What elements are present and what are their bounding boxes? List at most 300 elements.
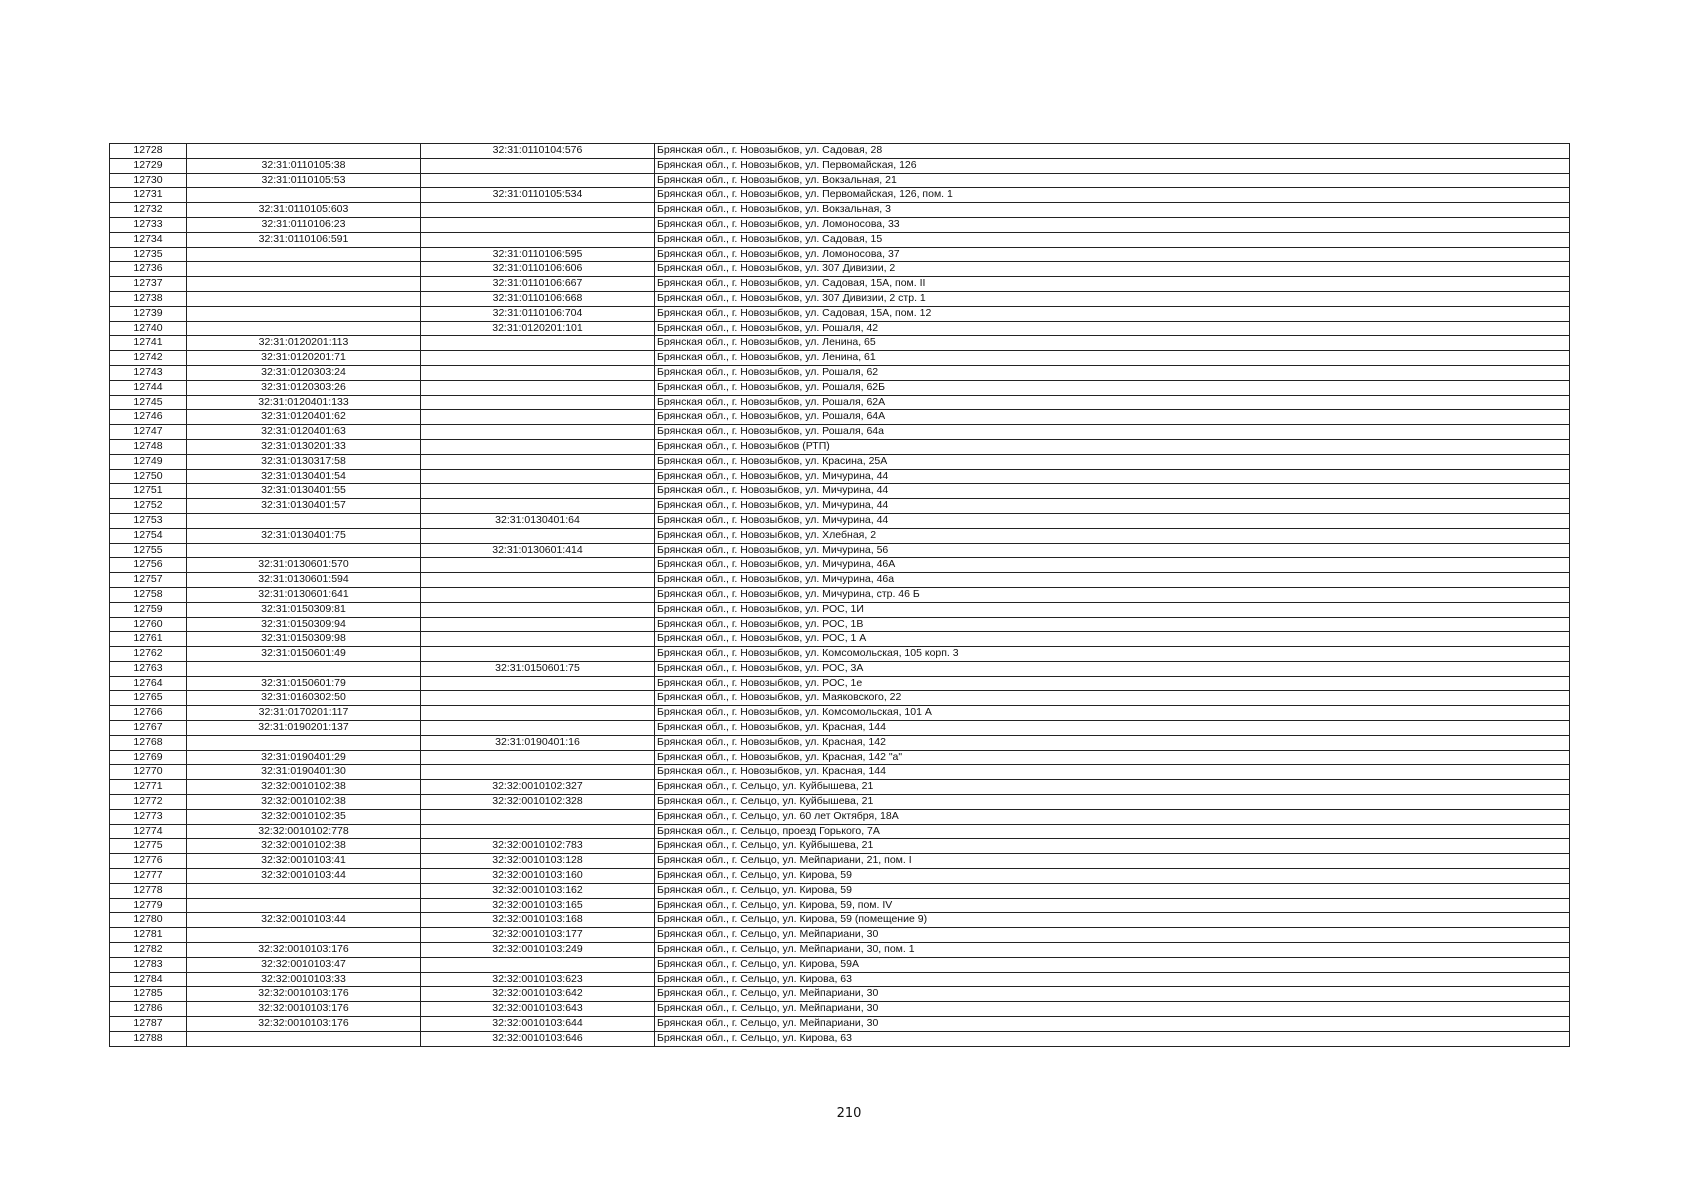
building-cadastral-cell	[421, 484, 655, 499]
row-number-cell: 12781	[110, 928, 187, 943]
table-row	[110, 1002, 1570, 1017]
row-number-cell: 12788	[110, 1031, 187, 1046]
table-row	[110, 632, 1570, 647]
land-plot-cadastral-cell	[187, 262, 421, 277]
land-plot-cadastral-cell	[187, 735, 421, 750]
row-number-cell: 12774	[110, 824, 187, 839]
building-cadastral-cell: 32:32:0010103:168	[421, 913, 655, 928]
cadastral-table	[109, 143, 1570, 1047]
table-row	[110, 587, 1570, 602]
table-row	[110, 824, 1570, 839]
address-cell: Брянская обл., г. Сельцо, ул. Кирова, 59, пом. IV	[655, 898, 1570, 913]
row-number-cell: 12758	[110, 587, 187, 602]
table-row	[110, 780, 1570, 795]
building-cadastral-cell	[421, 602, 655, 617]
building-cadastral-cell	[421, 454, 655, 469]
table-row	[110, 706, 1570, 721]
building-cadastral-cell	[421, 558, 655, 573]
table-row	[110, 291, 1570, 306]
table-row	[110, 661, 1570, 676]
address-cell: Брянская обл., г. Новозыбков, ул. РОС, 1 А	[655, 632, 1570, 647]
building-cadastral-cell: 32:31:0150601:75	[421, 661, 655, 676]
row-number-cell: 12728	[110, 144, 187, 159]
address-cell: Брянская обл., г. Новозыбков, ул. Садовая, 28	[655, 144, 1570, 159]
building-cadastral-cell	[421, 380, 655, 395]
row-number-cell: 12754	[110, 528, 187, 543]
table-row	[110, 676, 1570, 691]
row-number-cell: 12755	[110, 543, 187, 558]
address-cell: Брянская обл., г. Новозыбков, ул. РОС, 1И	[655, 602, 1570, 617]
land-plot-cadastral-cell: 32:31:0120401:63	[187, 425, 421, 440]
table-row	[110, 188, 1570, 203]
land-plot-cadastral-cell: 32:31:0130401:54	[187, 469, 421, 484]
table-row	[110, 173, 1570, 188]
row-number-cell: 12737	[110, 277, 187, 292]
land-plot-cadastral-cell	[187, 247, 421, 262]
land-plot-cadastral-cell: 32:32:0010102:38	[187, 795, 421, 810]
building-cadastral-cell	[421, 676, 655, 691]
building-cadastral-cell: 32:31:0130601:414	[421, 543, 655, 558]
address-cell: Брянская обл., г. Сельцо, ул. Кирова, 63	[655, 1031, 1570, 1046]
land-plot-cadastral-cell: 32:31:0130601:594	[187, 573, 421, 588]
address-cell: Брянская обл., г. Новозыбков, ул. Красная, 144	[655, 721, 1570, 736]
land-plot-cadastral-cell: 32:32:0010103:47	[187, 957, 421, 972]
building-cadastral-cell	[421, 336, 655, 351]
land-plot-cadastral-cell: 32:31:0150309:98	[187, 632, 421, 647]
land-plot-cadastral-cell: 32:32:0010102:35	[187, 809, 421, 824]
table-row	[110, 839, 1570, 854]
building-cadastral-cell	[421, 632, 655, 647]
land-plot-cadastral-cell: 32:31:0190201:137	[187, 721, 421, 736]
land-plot-cadastral-cell: 32:31:0130601:641	[187, 587, 421, 602]
building-cadastral-cell: 32:32:0010103:642	[421, 987, 655, 1002]
land-plot-cadastral-cell: 32:32:0010103:33	[187, 972, 421, 987]
building-cadastral-cell	[421, 706, 655, 721]
table-row	[110, 957, 1570, 972]
building-cadastral-cell	[421, 365, 655, 380]
address-cell: Брянская обл., г. Новозыбков, ул. Красная, 144	[655, 765, 1570, 780]
land-plot-cadastral-cell	[187, 306, 421, 321]
row-number-cell: 12779	[110, 898, 187, 913]
address-cell: Брянская обл., г. Новозыбков, ул. Красина, 25А	[655, 454, 1570, 469]
building-cadastral-cell	[421, 232, 655, 247]
building-cadastral-cell	[421, 750, 655, 765]
row-number-cell: 12759	[110, 602, 187, 617]
building-cadastral-cell: 32:31:0190401:16	[421, 735, 655, 750]
address-cell: Брянская обл., г. Новозыбков, ул. Ломоносова, 37	[655, 247, 1570, 262]
land-plot-cadastral-cell: 32:31:0190401:30	[187, 765, 421, 780]
table-row	[110, 928, 1570, 943]
land-plot-cadastral-cell	[187, 1031, 421, 1046]
building-cadastral-cell	[421, 691, 655, 706]
land-plot-cadastral-cell: 32:32:0010103:44	[187, 869, 421, 884]
address-cell: Брянская обл., г. Сельцо, ул. Куйбышева, 21	[655, 780, 1570, 795]
address-cell: Брянская обл., г. Новозыбков, ул. Вокзальная, 21	[655, 173, 1570, 188]
table-row	[110, 365, 1570, 380]
land-plot-cadastral-cell: 32:31:0150601:79	[187, 676, 421, 691]
table-row	[110, 898, 1570, 913]
row-number-cell: 12778	[110, 883, 187, 898]
land-plot-cadastral-cell: 32:32:0010103:44	[187, 913, 421, 928]
table-row	[110, 247, 1570, 262]
land-plot-cadastral-cell: 32:31:0130401:55	[187, 484, 421, 499]
address-cell: Брянская обл., г. Новозыбков, ул. Ленина, 61	[655, 351, 1570, 366]
table-row	[110, 469, 1570, 484]
building-cadastral-cell	[421, 410, 655, 425]
address-cell: Брянская обл., г. Сельцо, ул. Куйбышева, 21	[655, 795, 1570, 810]
row-number-cell: 12773	[110, 809, 187, 824]
address-cell: Брянская обл., г. Сельцо, ул. Мейпариани, 30, пом. 1	[655, 943, 1570, 958]
address-cell: Брянская обл., г. Новозыбков, ул. 307 Дивизии, 2	[655, 262, 1570, 277]
cadastral-table-body	[110, 144, 1570, 1047]
building-cadastral-cell	[421, 587, 655, 602]
table-row	[110, 869, 1570, 884]
address-cell: Брянская обл., г. Новозыбков, ул. Мичурина, 46а	[655, 573, 1570, 588]
row-number-cell: 12733	[110, 217, 187, 232]
land-plot-cadastral-cell: 32:31:0110106:23	[187, 217, 421, 232]
address-cell: Брянская обл., г. Сельцо, ул. Кирова, 59	[655, 869, 1570, 884]
table-row	[110, 691, 1570, 706]
building-cadastral-cell	[421, 469, 655, 484]
building-cadastral-cell: 32:31:0110106:704	[421, 306, 655, 321]
land-plot-cadastral-cell	[187, 928, 421, 943]
land-plot-cadastral-cell: 32:31:0130201:33	[187, 439, 421, 454]
land-plot-cadastral-cell: 32:31:0130401:57	[187, 499, 421, 514]
table-row	[110, 380, 1570, 395]
land-plot-cadastral-cell	[187, 513, 421, 528]
address-cell: Брянская обл., г. Сельцо, ул. Кирова, 63	[655, 972, 1570, 987]
row-number-cell: 12784	[110, 972, 187, 987]
address-cell: Брянская обл., г. Новозыбков, ул. РОС, 1В	[655, 617, 1570, 632]
building-cadastral-cell	[421, 499, 655, 514]
table-row	[110, 558, 1570, 573]
table-row	[110, 277, 1570, 292]
table-row	[110, 972, 1570, 987]
table-row	[110, 943, 1570, 958]
row-number-cell: 12736	[110, 262, 187, 277]
building-cadastral-cell	[421, 528, 655, 543]
row-number-cell: 12730	[110, 173, 187, 188]
address-cell: Брянская обл., г. Сельцо, ул. Мейпариани, 30	[655, 1017, 1570, 1032]
table-row	[110, 158, 1570, 173]
row-number-cell: 12777	[110, 869, 187, 884]
row-number-cell: 12748	[110, 439, 187, 454]
address-cell: Брянская обл., г. Новозыбков, ул. Мичурина, стр. 46 Б	[655, 587, 1570, 602]
building-cadastral-cell: 32:32:0010103:249	[421, 943, 655, 958]
land-plot-cadastral-cell: 32:32:0010103:176	[187, 1017, 421, 1032]
table-row	[110, 410, 1570, 425]
table-row	[110, 795, 1570, 810]
table-row	[110, 499, 1570, 514]
row-number-cell: 12738	[110, 291, 187, 306]
row-number-cell: 12746	[110, 410, 187, 425]
table-row	[110, 883, 1570, 898]
building-cadastral-cell	[421, 824, 655, 839]
land-plot-cadastral-cell: 32:32:0010102:778	[187, 824, 421, 839]
land-plot-cadastral-cell: 32:31:0130601:570	[187, 558, 421, 573]
row-number-cell: 12768	[110, 735, 187, 750]
building-cadastral-cell: 32:31:0110105:534	[421, 188, 655, 203]
address-cell: Брянская обл., г. Новозыбков, ул. Мичурина, 44	[655, 469, 1570, 484]
address-cell: Брянская обл., г. Новозыбков, ул. Садовая, 15А, пом. II	[655, 277, 1570, 292]
row-number-cell: 12762	[110, 647, 187, 662]
land-plot-cadastral-cell	[187, 277, 421, 292]
row-number-cell: 12740	[110, 321, 187, 336]
land-plot-cadastral-cell	[187, 543, 421, 558]
address-cell: Брянская обл., г. Новозыбков, ул. Рошаля, 62Б	[655, 380, 1570, 395]
address-cell: Брянская обл., г. Новозыбков, ул. Вокзальная, 3	[655, 203, 1570, 218]
table-row	[110, 203, 1570, 218]
address-cell: Брянская обл., г. Новозыбков, ул. Первомайская, 126, пом. 1	[655, 188, 1570, 203]
building-cadastral-cell: 32:31:0110106:606	[421, 262, 655, 277]
building-cadastral-cell	[421, 439, 655, 454]
building-cadastral-cell: 32:32:0010102:328	[421, 795, 655, 810]
building-cadastral-cell	[421, 351, 655, 366]
table-row	[110, 144, 1570, 159]
land-plot-cadastral-cell: 32:32:0010102:38	[187, 839, 421, 854]
land-plot-cadastral-cell: 32:31:0120303:26	[187, 380, 421, 395]
address-cell: Брянская обл., г. Новозыбков, ул. Комсомольская, 101 А	[655, 706, 1570, 721]
row-number-cell: 12742	[110, 351, 187, 366]
table-row	[110, 306, 1570, 321]
address-cell: Брянская обл., г. Новозыбков (РТП)	[655, 439, 1570, 454]
row-number-cell: 12741	[110, 336, 187, 351]
row-number-cell: 12764	[110, 676, 187, 691]
address-cell: Брянская обл., г. Сельцо, ул. 60 лет Октября, 18А	[655, 809, 1570, 824]
land-plot-cadastral-cell: 32:31:0110105:53	[187, 173, 421, 188]
table-row	[110, 513, 1570, 528]
building-cadastral-cell: 32:32:0010103:128	[421, 854, 655, 869]
address-cell: Брянская обл., г. Новозыбков, ул. Первомайская, 126	[655, 158, 1570, 173]
land-plot-cadastral-cell: 32:31:0120201:71	[187, 351, 421, 366]
address-cell: Брянская обл., г. Новозыбков, ул. Садовая, 15А, пом. 12	[655, 306, 1570, 321]
row-number-cell: 12743	[110, 365, 187, 380]
land-plot-cadastral-cell: 32:32:0010103:176	[187, 1002, 421, 1017]
row-number-cell: 12757	[110, 573, 187, 588]
table-row	[110, 750, 1570, 765]
address-cell: Брянская обл., г. Новозыбков, ул. Мичурина, 46А	[655, 558, 1570, 573]
building-cadastral-cell	[421, 158, 655, 173]
table-row	[110, 217, 1570, 232]
row-number-cell: 12749	[110, 454, 187, 469]
table-row	[110, 425, 1570, 440]
row-number-cell: 12732	[110, 203, 187, 218]
land-plot-cadastral-cell: 32:32:0010102:38	[187, 780, 421, 795]
table-row	[110, 484, 1570, 499]
land-plot-cadastral-cell: 32:31:0150309:94	[187, 617, 421, 632]
address-cell: Брянская обл., г. Новозыбков, ул. Мичурина, 44	[655, 513, 1570, 528]
address-cell: Брянская обл., г. Новозыбков, ул. Мичурина, 44	[655, 484, 1570, 499]
building-cadastral-cell	[421, 395, 655, 410]
address-cell: Брянская обл., г. Новозыбков, ул. Маяковского, 22	[655, 691, 1570, 706]
land-plot-cadastral-cell	[187, 291, 421, 306]
row-number-cell: 12772	[110, 795, 187, 810]
land-plot-cadastral-cell: 32:31:0120201:113	[187, 336, 421, 351]
land-plot-cadastral-cell: 32:31:0110105:38	[187, 158, 421, 173]
row-number-cell: 12771	[110, 780, 187, 795]
building-cadastral-cell: 32:32:0010103:177	[421, 928, 655, 943]
land-plot-cadastral-cell: 32:31:0110105:603	[187, 203, 421, 218]
row-number-cell: 12783	[110, 957, 187, 972]
row-number-cell: 12785	[110, 987, 187, 1002]
table-row	[110, 395, 1570, 410]
address-cell: Брянская обл., г. Новозыбков, ул. Рошаля, 62	[655, 365, 1570, 380]
address-cell: Брянская обл., г. Сельцо, ул. Мейпариани, 30	[655, 1002, 1570, 1017]
table-row	[110, 439, 1570, 454]
land-plot-cadastral-cell	[187, 321, 421, 336]
table-row	[110, 913, 1570, 928]
address-cell: Брянская обл., г. Новозыбков, ул. Садовая, 15	[655, 232, 1570, 247]
address-cell: Брянская обл., г. Новозыбков, ул. РОС, 1е	[655, 676, 1570, 691]
table-row	[110, 336, 1570, 351]
address-cell: Брянская обл., г. Новозыбков, ул. Ленина, 65	[655, 336, 1570, 351]
address-cell: Брянская обл., г. Сельцо, ул. Куйбышева, 21	[655, 839, 1570, 854]
building-cadastral-cell: 32:32:0010103:644	[421, 1017, 655, 1032]
building-cadastral-cell: 32:31:0110106:595	[421, 247, 655, 262]
building-cadastral-cell: 32:32:0010103:646	[421, 1031, 655, 1046]
row-number-cell: 12763	[110, 661, 187, 676]
building-cadastral-cell	[421, 573, 655, 588]
table-row	[110, 543, 1570, 558]
address-cell: Брянская обл., г. Новозыбков, ул. Рошаля, 64А	[655, 410, 1570, 425]
row-number-cell: 12765	[110, 691, 187, 706]
row-number-cell: 12766	[110, 706, 187, 721]
table-row	[110, 735, 1570, 750]
page-number: 210	[836, 1106, 862, 1121]
row-number-cell: 12786	[110, 1002, 187, 1017]
land-plot-cadastral-cell: 32:32:0010103:176	[187, 943, 421, 958]
building-cadastral-cell: 32:31:0110104:576	[421, 144, 655, 159]
table-row	[110, 1017, 1570, 1032]
address-cell: Брянская обл., г. Сельцо, ул. Кирова, 59А	[655, 957, 1570, 972]
address-cell: Брянская обл., г. Сельцо, ул. Кирова, 59	[655, 883, 1570, 898]
building-cadastral-cell	[421, 765, 655, 780]
building-cadastral-cell	[421, 809, 655, 824]
table-row	[110, 987, 1570, 1002]
building-cadastral-cell: 32:32:0010102:783	[421, 839, 655, 854]
land-plot-cadastral-cell	[187, 144, 421, 159]
land-plot-cadastral-cell: 32:31:0120401:62	[187, 410, 421, 425]
address-cell: Брянская обл., г. Сельцо, ул. Мейпариани, 21, пом. I	[655, 854, 1570, 869]
land-plot-cadastral-cell: 32:31:0190401:29	[187, 750, 421, 765]
address-cell: Брянская обл., г. Новозыбков, ул. Рошаля, 62А	[655, 395, 1570, 410]
building-cadastral-cell: 32:31:0120201:101	[421, 321, 655, 336]
row-number-cell: 12745	[110, 395, 187, 410]
land-plot-cadastral-cell	[187, 661, 421, 676]
table-row	[110, 351, 1570, 366]
row-number-cell: 12739	[110, 306, 187, 321]
table-row	[110, 232, 1570, 247]
land-plot-cadastral-cell: 32:31:0150601:49	[187, 647, 421, 662]
row-number-cell: 12756	[110, 558, 187, 573]
row-number-cell: 12780	[110, 913, 187, 928]
table-row	[110, 721, 1570, 736]
address-cell: Брянская обл., г. Новозыбков, ул. РОС, 3А	[655, 661, 1570, 676]
address-cell: Брянская обл., г. Новозыбков, ул. Красная, 142	[655, 735, 1570, 750]
row-number-cell: 12731	[110, 188, 187, 203]
building-cadastral-cell: 32:32:0010103:165	[421, 898, 655, 913]
building-cadastral-cell	[421, 647, 655, 662]
building-cadastral-cell: 32:32:0010102:327	[421, 780, 655, 795]
address-cell: Брянская обл., г. Новозыбков, ул. Ломоносова, 33	[655, 217, 1570, 232]
address-cell: Брянская обл., г. Новозыбков, ул. 307 Дивизии, 2 стр. 1	[655, 291, 1570, 306]
table-row	[110, 765, 1570, 780]
building-cadastral-cell	[421, 217, 655, 232]
address-cell: Брянская обл., г. Новозыбков, ул. Комсомольская, 105 корп. 3	[655, 647, 1570, 662]
row-number-cell: 12751	[110, 484, 187, 499]
land-plot-cadastral-cell: 32:32:0010103:176	[187, 987, 421, 1002]
table-row	[110, 528, 1570, 543]
land-plot-cadastral-cell: 32:31:0130317:58	[187, 454, 421, 469]
building-cadastral-cell: 32:32:0010103:623	[421, 972, 655, 987]
building-cadastral-cell	[421, 203, 655, 218]
address-cell: Брянская обл., г. Новозыбков, ул. Мичурина, 56	[655, 543, 1570, 558]
row-number-cell: 12769	[110, 750, 187, 765]
address-cell: Брянская обл., г. Сельцо, ул. Мейпариани, 30	[655, 987, 1570, 1002]
row-number-cell: 12729	[110, 158, 187, 173]
row-number-cell: 12761	[110, 632, 187, 647]
land-plot-cadastral-cell: 32:31:0150309:81	[187, 602, 421, 617]
table-row	[110, 321, 1570, 336]
address-cell: Брянская обл., г. Новозыбков, ул. Мичурина, 44	[655, 499, 1570, 514]
land-plot-cadastral-cell: 32:32:0010103:41	[187, 854, 421, 869]
land-plot-cadastral-cell	[187, 883, 421, 898]
building-cadastral-cell: 32:32:0010103:160	[421, 869, 655, 884]
land-plot-cadastral-cell: 32:31:0170201:117	[187, 706, 421, 721]
land-plot-cadastral-cell: 32:31:0160302:50	[187, 691, 421, 706]
row-number-cell: 12735	[110, 247, 187, 262]
row-number-cell: 12760	[110, 617, 187, 632]
table-row	[110, 262, 1570, 277]
table-row	[110, 602, 1570, 617]
table-row	[110, 854, 1570, 869]
land-plot-cadastral-cell: 32:31:0130401:75	[187, 528, 421, 543]
table-row	[110, 454, 1570, 469]
building-cadastral-cell	[421, 173, 655, 188]
row-number-cell: 12744	[110, 380, 187, 395]
address-cell: Брянская обл., г. Новозыбков, ул. Рошаля, 64а	[655, 425, 1570, 440]
building-cadastral-cell: 32:31:0110106:668	[421, 291, 655, 306]
row-number-cell: 12770	[110, 765, 187, 780]
building-cadastral-cell	[421, 617, 655, 632]
building-cadastral-cell: 32:31:0130401:64	[421, 513, 655, 528]
address-cell: Брянская обл., г. Новозыбков, ул. Красная, 142 "а"	[655, 750, 1570, 765]
building-cadastral-cell	[421, 721, 655, 736]
row-number-cell: 12750	[110, 469, 187, 484]
address-cell: Брянская обл., г. Сельцо, проезд Горького, 7А	[655, 824, 1570, 839]
land-plot-cadastral-cell: 32:31:0120401:133	[187, 395, 421, 410]
row-number-cell: 12787	[110, 1017, 187, 1032]
land-plot-cadastral-cell	[187, 188, 421, 203]
table-row	[110, 573, 1570, 588]
row-number-cell: 12752	[110, 499, 187, 514]
building-cadastral-cell: 32:32:0010103:643	[421, 1002, 655, 1017]
row-number-cell: 12734	[110, 232, 187, 247]
address-cell: Брянская обл., г. Сельцо, ул. Кирова, 59 (помещение 9)	[655, 913, 1570, 928]
row-number-cell: 12782	[110, 943, 187, 958]
building-cadastral-cell	[421, 957, 655, 972]
building-cadastral-cell	[421, 425, 655, 440]
table-row	[110, 809, 1570, 824]
land-plot-cadastral-cell: 32:31:0120303:24	[187, 365, 421, 380]
address-cell: Брянская обл., г. Сельцо, ул. Мейпариани, 30	[655, 928, 1570, 943]
table-row	[110, 617, 1570, 632]
land-plot-cadastral-cell: 32:31:0110106:591	[187, 232, 421, 247]
building-cadastral-cell: 32:32:0010103:162	[421, 883, 655, 898]
land-plot-cadastral-cell	[187, 898, 421, 913]
row-number-cell: 12767	[110, 721, 187, 736]
row-number-cell: 12753	[110, 513, 187, 528]
